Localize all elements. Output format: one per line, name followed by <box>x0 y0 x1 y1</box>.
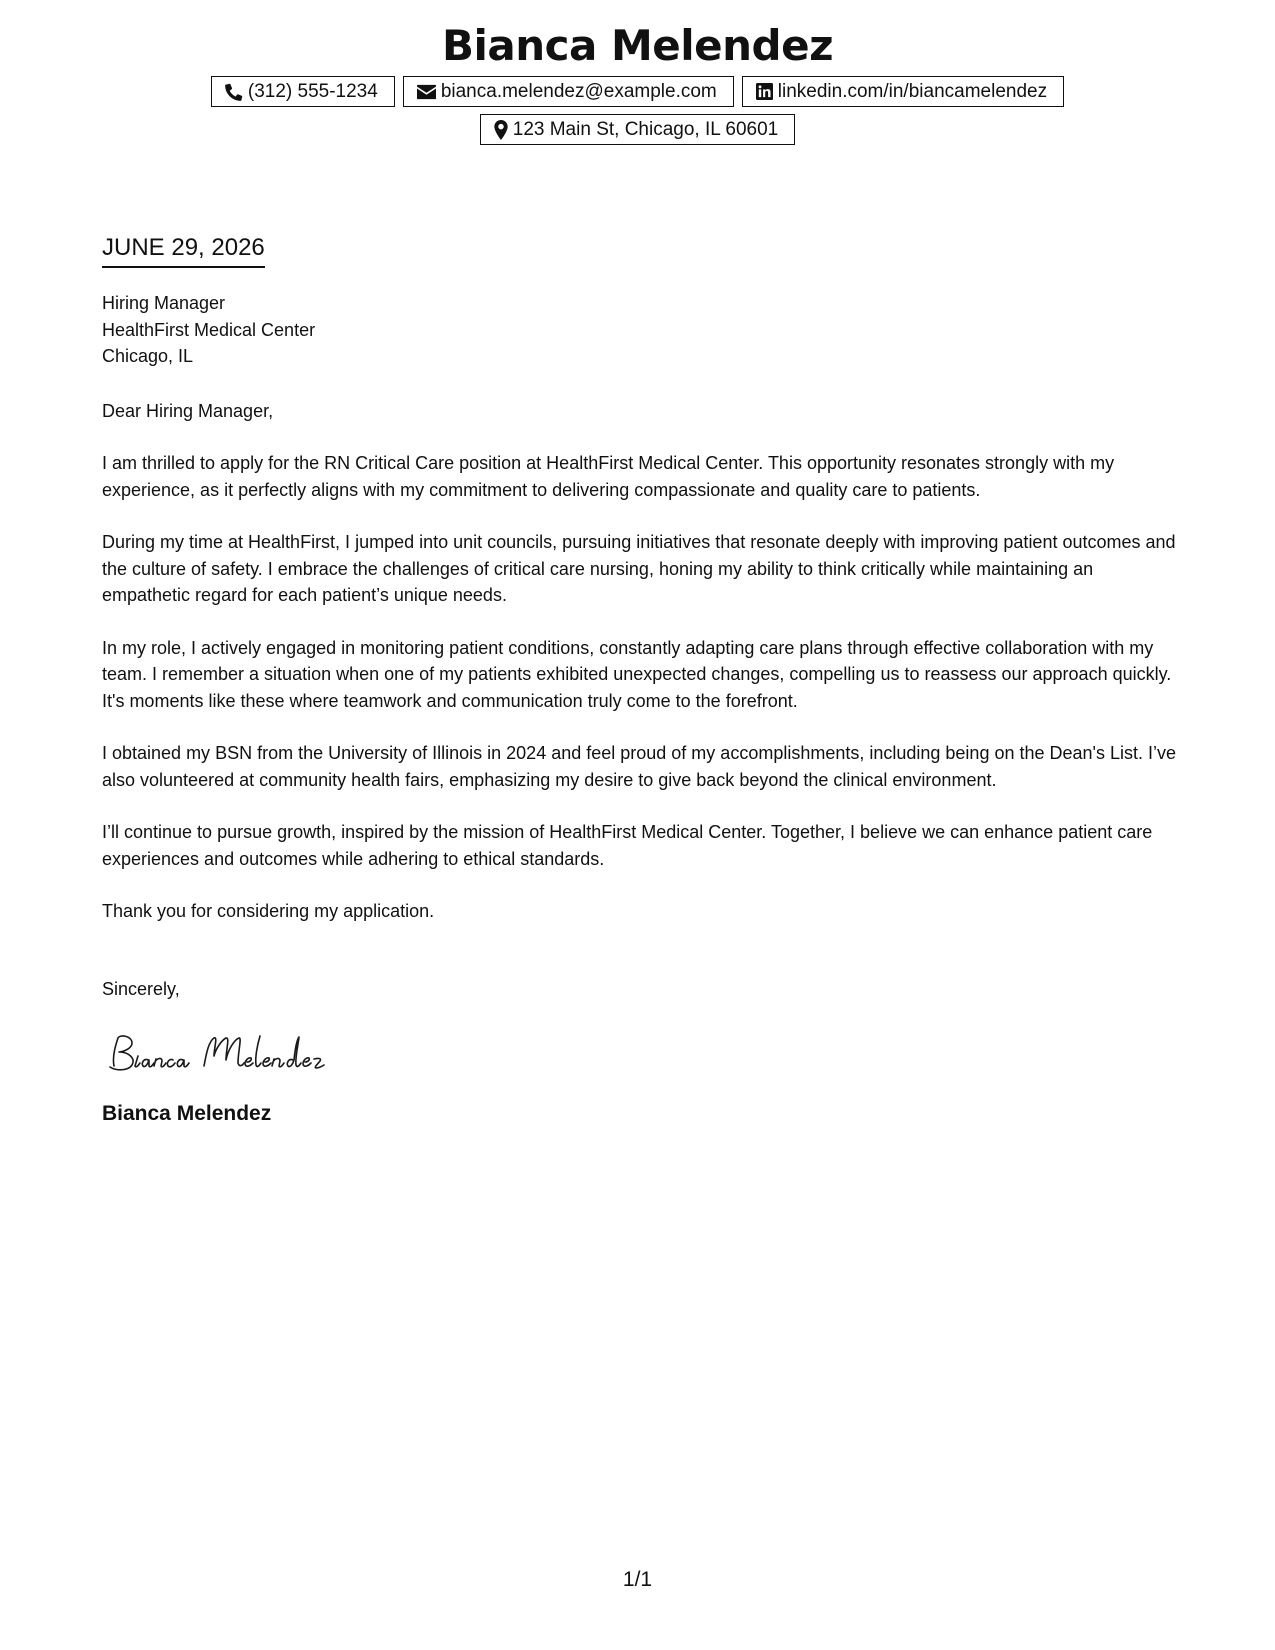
map-pin-icon <box>494 120 508 140</box>
address-row <box>0 114 1275 145</box>
salutation: Dear Hiring Manager, <box>102 400 274 421</box>
body-paragraph: I obtained my BSN from the University of Illinois in 2024 and feel proud of my accomplishments, including being on the Dean's List. I’ve also volunteered at community health fairs, emphasizing my desire to give back beyond the clinical environment. <box>102 743 1176 790</box>
body-paragraph: I am thrilled to apply for the RN Critical Care position at HealthFirst Medical Center. This opportunity resonates strongly with my experience, as it perfectly aligns with my commitment to delivering compassionate and quality care to patients. <box>102 453 1115 500</box>
phone-text: (312) 555-1234 <box>247 80 378 102</box>
body-paragraph: I’ll continue to pursue growth, inspired by the mission of HealthFirst Medical Center. Together, I believe we can enhance patient care experiences and outcomes while adhering to ethical standards. <box>102 822 1153 869</box>
address-contact[interactable] <box>480 114 795 145</box>
applicant-name: Bianca Melendez <box>441 21 834 70</box>
body-paragraph: Thank you for considering my application. <box>102 901 435 921</box>
letter-date: JUNE 29, 2026 <box>102 232 265 268</box>
recipient-title: Hiring Manager <box>102 293 226 313</box>
linkedin-icon <box>756 83 773 100</box>
signed-name: Bianca Melendez <box>102 1102 272 1125</box>
recipient-organization: HealthFirst Medical Center <box>102 319 316 340</box>
handwritten-signature <box>102 1030 362 1082</box>
email-text: bianca.melendez@example.com <box>440 80 717 102</box>
phone-contact[interactable] <box>211 76 395 107</box>
letter-body <box>102 290 1177 1128</box>
linkedin-contact[interactable] <box>742 76 1064 107</box>
address-text: 123 Main St, Chicago, IL 60601 <box>512 118 779 140</box>
linkedin-text: linkedin.com/in/biancamelendez <box>777 80 1048 102</box>
letter-header <box>0 20 1275 145</box>
closing: Sincerely, <box>102 978 180 999</box>
contact-row <box>0 76 1275 107</box>
recipient-location: Chicago, IL <box>102 346 194 366</box>
body-paragraph: In my role, I actively engaged in monitoring patient conditions, constantly adapting care plans through effective collaboration with my team. I remember a situation when one of my patients exhibited unexpected changes, compelling us to reassess our approach quickly. It's moments like these where teamwork and communication truly come to the forefront. <box>102 637 1172 711</box>
recipient-block <box>102 290 1177 370</box>
phone-icon <box>225 83 243 101</box>
body-paragraph: During my time at HealthFirst, I jumped into unit councils, pursuing initiatives that resonate deeply with improving patient outcomes and the culture of safety. I embrace the challenges of critical care nursing, honing my ability to think critically while maintaining an empathetic regard for each patient’s unique needs. <box>102 532 1176 605</box>
page-number: 1/1 <box>622 1568 653 1591</box>
envelope-icon <box>417 84 436 100</box>
email-contact[interactable] <box>403 76 734 107</box>
